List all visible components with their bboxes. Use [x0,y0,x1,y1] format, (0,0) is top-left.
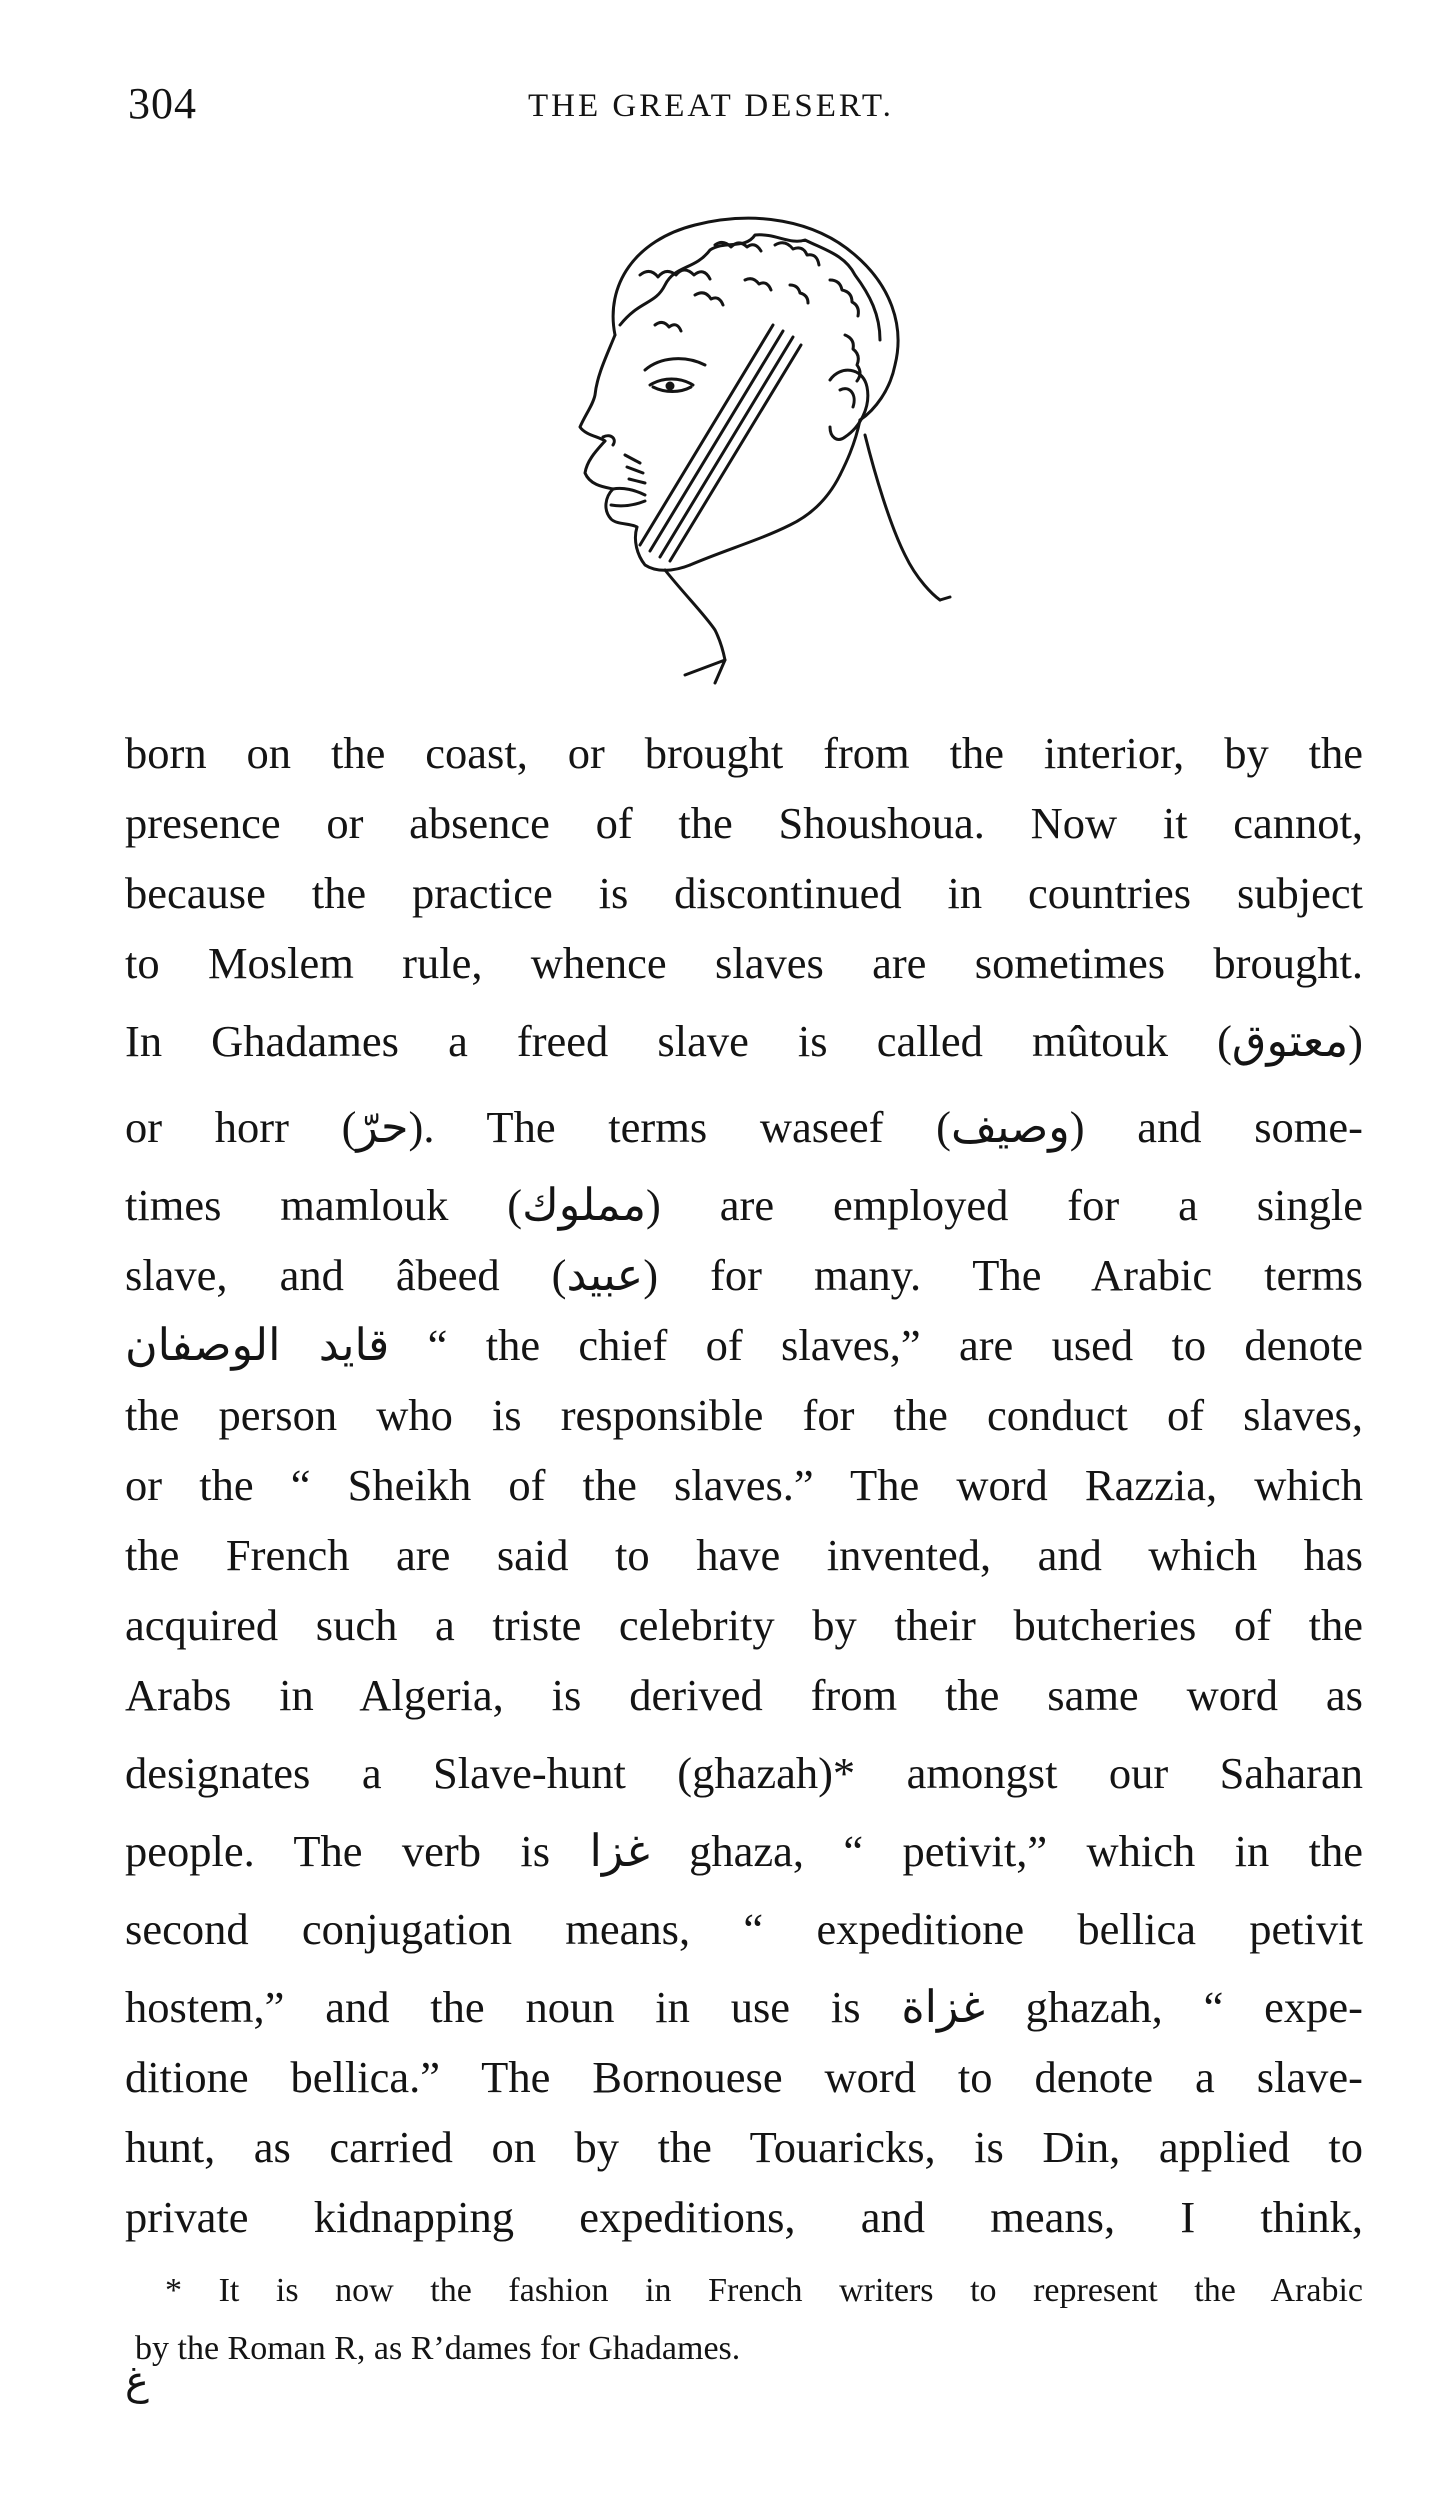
text-line: ditione bellica.” The Bornouese word to denote a slave- [125,2052,1363,2102]
footnote [125,2262,1363,2404]
text-line: because the practice is discontinued in countries subject [125,868,1363,918]
text-line: قايد الوصفان “ the chief of slaves,” are used to denote [125,1320,1363,1370]
text-line: the French are said to have invented, and which has [125,1530,1363,1580]
page-number: 304 [128,79,197,128]
text-line: hostem,” and the noun in use is غزاة ghazah, “ expe- [125,1982,1363,2032]
text-line: the person who is responsible for the conduct of slaves, [125,1390,1363,1440]
text-line: people. The verb is غزا ghaza, “ petivit,” which in the [125,1826,1363,1876]
text-line: times mamlouk (مملوك) are employed for a single [125,1180,1363,1230]
text-line: Arabs in Algeria, is derived from the same word as [125,1670,1363,1720]
text-line: or the “ Sheikh of the slaves.” The word Razzia, which [125,1460,1363,1510]
text-line: or horr (حرّ). The terms waseef (وصيف) and some- [125,1102,1363,1152]
text-line: acquired such a triste celebrity by their butcheries of the [125,1600,1363,1650]
running-title: THE GREAT DESERT. [528,88,894,124]
head-profile-illustration [545,205,965,685]
text-line: born on the coast, or brought from the interior, by the [125,728,1363,778]
text-line: private kidnapping expeditions, and means, I think, [125,2192,1363,2242]
text-line: In Ghadames a freed slave is called mûtouk (معتوق) [125,1016,1363,1066]
body-text [125,718,1363,2252]
running-head [128,78,1378,138]
footnote-line: * It is now the fashion in French writers to represent the Arabic [165,2272,1363,2309]
text-line: presence or absence of the Shoushoua. Now it cannot, [125,798,1363,848]
text-line: hunt, as carried on by the Touaricks, is Din, applied to [125,2122,1363,2172]
text-line: to Moslem rule, whence slaves are sometimes brought. [125,938,1363,988]
arabic-letter-ghain: غ [125,2358,149,2404]
text-line: slave, and âbeed (عبيد) for many. The Arabic terms [125,1250,1363,1300]
footnote-line: by the Roman R, as R’dames for Ghadames. [135,2330,741,2367]
text-line: designates a Slave-hunt (ghazah)* amongst our Saharan [125,1748,1363,1798]
text-line: second conjugation means, “ expeditione bellica petivit [125,1904,1363,1954]
